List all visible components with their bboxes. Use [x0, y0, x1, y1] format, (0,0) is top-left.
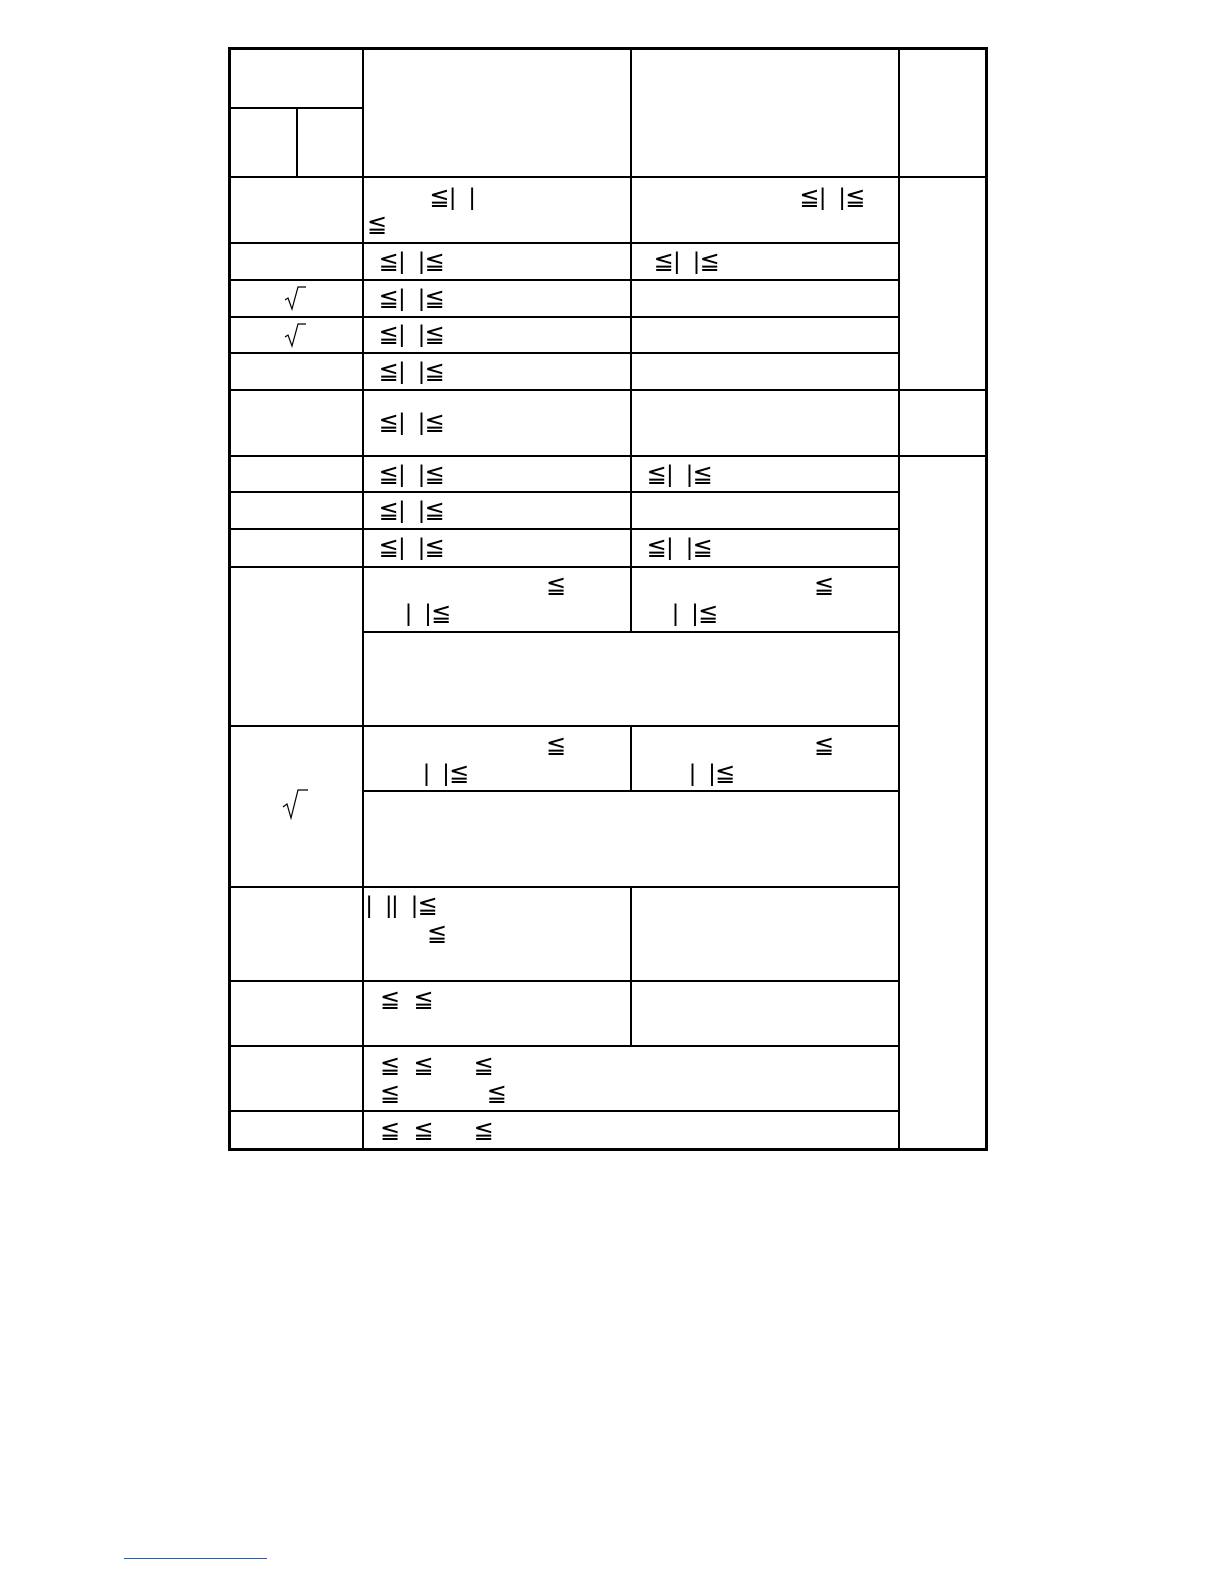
sqrt-icon — [281, 788, 309, 820]
cell-text: ≦ — [427, 920, 448, 947]
table-divider — [229, 107, 363, 109]
table-frame — [228, 47, 988, 1151]
table-divider — [229, 1110, 899, 1112]
sqrt-icon — [283, 285, 307, 311]
footnote-rule — [124, 1558, 267, 1559]
table-divider — [630, 726, 632, 792]
cell-text: ≦| |≦ — [372, 358, 445, 385]
table-divider — [229, 1045, 899, 1047]
table-divider — [229, 725, 899, 727]
cell-text: ≦| |≦ — [372, 534, 445, 561]
cell-text: | |≦ — [659, 600, 719, 627]
cell-text: ≦ — [814, 732, 835, 759]
table-divider — [229, 566, 899, 568]
table-divider — [229, 491, 899, 493]
cell-text: ≦ — [814, 572, 835, 599]
table-divider — [229, 242, 899, 244]
cell-text: ≦ — [367, 211, 388, 238]
cell-text: | |≦ — [392, 600, 452, 627]
cell-text: ≦ ≦ — [380, 986, 434, 1013]
table-divider — [630, 48, 632, 633]
cell-text: ≦| |≦ — [372, 409, 445, 436]
cell-text: ≦| |≦ — [786, 184, 866, 211]
cell-text: ≦ — [546, 572, 567, 599]
cell-text: ≦ ≦ — [380, 1080, 507, 1107]
cell-text: ≦ — [546, 732, 567, 759]
cell-text: ≦ ≦ ≦ — [380, 1117, 494, 1144]
cell-text: ≦| |≦ — [372, 497, 445, 524]
table-divider — [229, 352, 899, 354]
table-divider — [229, 279, 899, 281]
cell-text: | || |≦ — [366, 892, 438, 919]
cell-text: | |≦ — [410, 760, 470, 787]
table-divider — [363, 790, 899, 792]
table-divider — [898, 48, 900, 1150]
cell-text: ≦| |≦ — [372, 461, 445, 488]
table-divider — [362, 48, 364, 1150]
table-divider — [229, 176, 986, 178]
cell-text: ≦| |≦ — [640, 461, 713, 488]
cell-text: ≦| |≦ — [647, 248, 720, 275]
table-divider — [296, 107, 298, 178]
sqrt-icon — [283, 322, 307, 348]
table-divider — [229, 389, 986, 391]
table-divider — [363, 631, 899, 633]
table-divider — [229, 528, 899, 530]
table-divider — [229, 316, 899, 318]
cell-text: ≦ ≦ ≦ — [380, 1052, 494, 1079]
cell-text: ≦| |≦ — [372, 248, 445, 275]
cell-text: ≦| |≦ — [372, 285, 445, 312]
table-divider — [229, 980, 899, 982]
table-divider — [229, 886, 899, 888]
table-divider — [630, 887, 632, 1047]
cell-text: ≦| |≦ — [372, 321, 445, 348]
cell-text: | |≦ — [676, 760, 736, 787]
cell-text: ≦| |≦ — [640, 534, 713, 561]
table-divider — [229, 455, 986, 457]
cell-text: ≦| | — [416, 184, 476, 211]
